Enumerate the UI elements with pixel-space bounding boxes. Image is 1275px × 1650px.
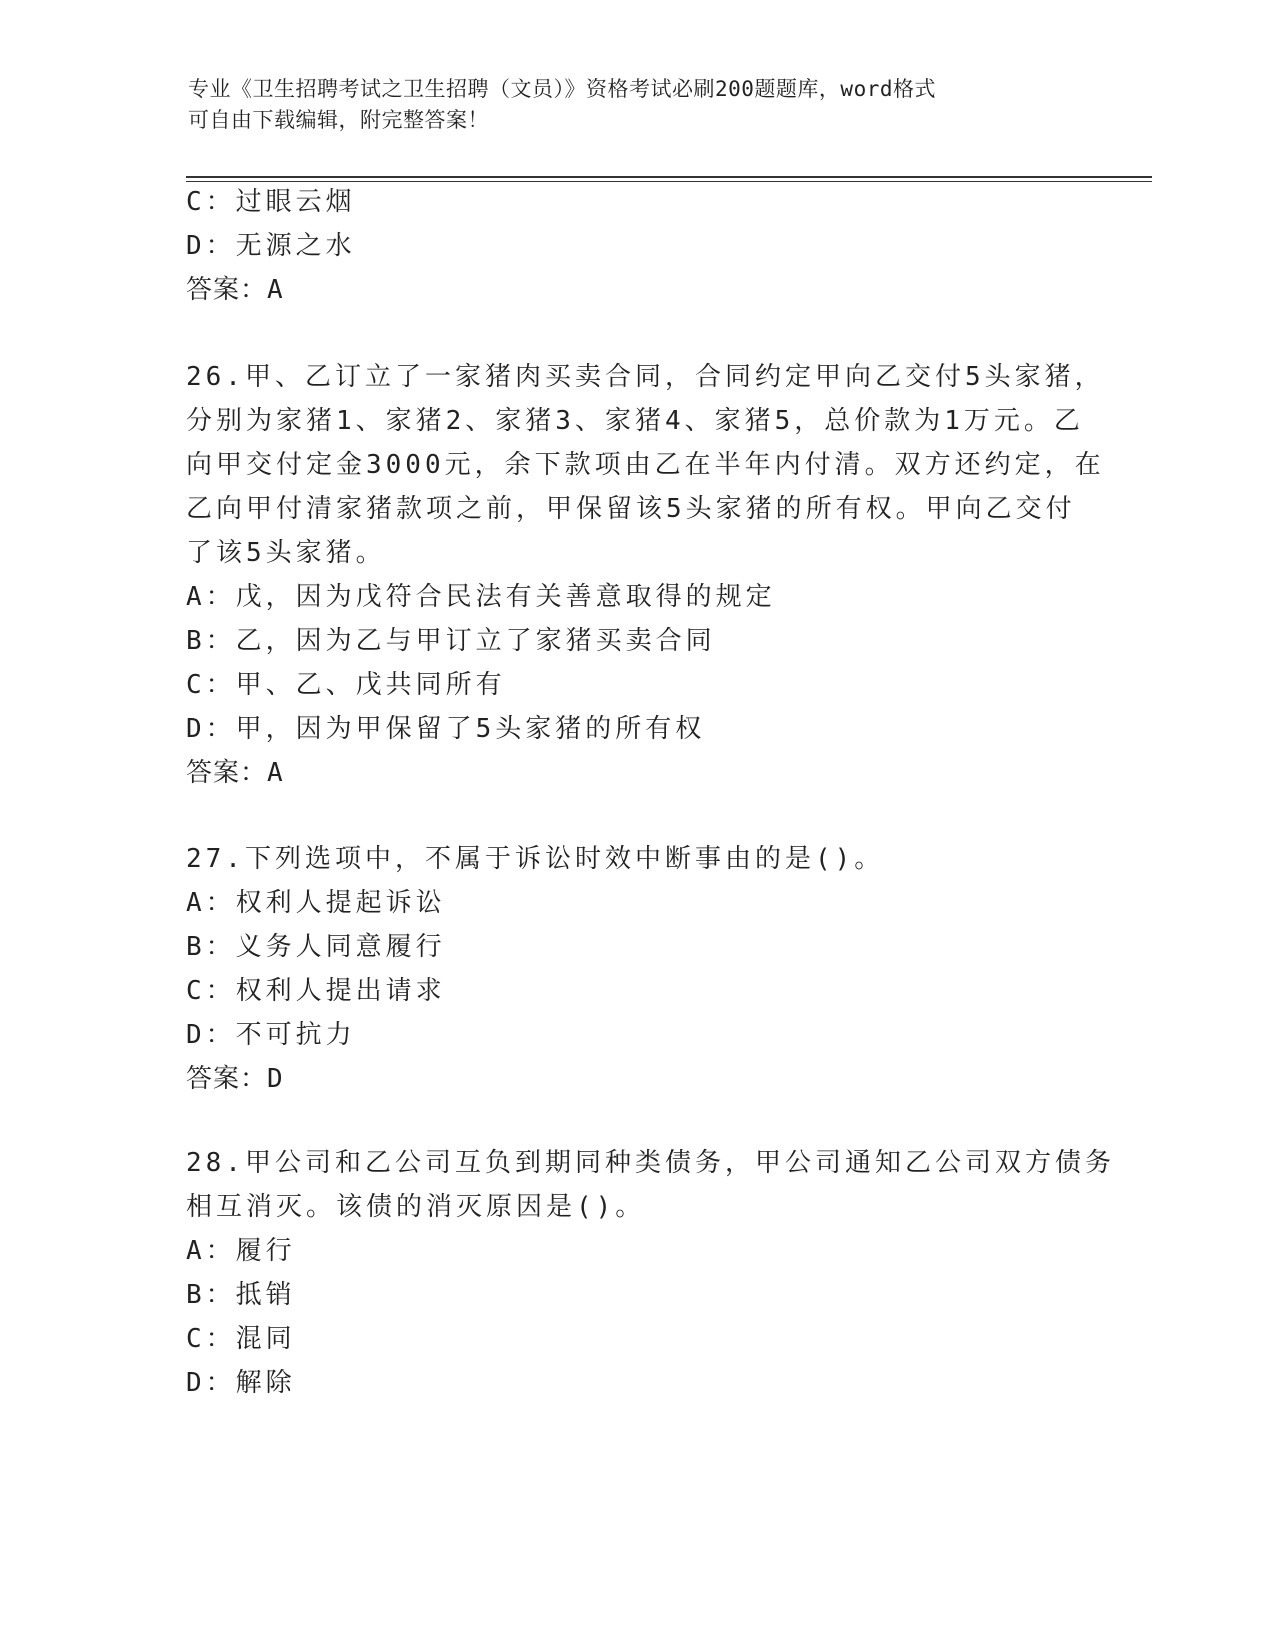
q27-option-d: D：不可抗力 xyxy=(186,1020,356,1050)
q26-stem-line-3: 向甲交付定金3000元，余下款项由乙在半年内付清。双方还约定，在 xyxy=(186,450,1105,480)
q26-answer: 答案：A xyxy=(186,758,284,788)
q26-stem-line-4: 乙向甲付清家猪款项之前，甲保留该5头家猪的所有权。甲向乙交付 xyxy=(186,494,1076,524)
q27-option-c: C：权利人提出请求 xyxy=(186,976,446,1006)
q26-option-b: B：乙，因为乙与甲订立了家猪买卖合同 xyxy=(186,626,716,656)
prev-option-d: D：无源之水 xyxy=(186,231,356,261)
q26-stem-line-5: 了该5头家猪。 xyxy=(186,538,386,568)
q26-option-c: C：甲、乙、戊共同所有 xyxy=(186,670,506,700)
document-header xyxy=(188,74,1068,136)
header-line-2: 可自由下载编辑，附完整答案！ xyxy=(188,108,489,132)
q28-option-c: C：混同 xyxy=(186,1324,296,1354)
prev-answer: 答案：A xyxy=(186,275,284,305)
q26-option-d: D：甲，因为甲保留了5头家猪的所有权 xyxy=(186,714,706,744)
q28-stem-line-1: 28.甲公司和乙公司互负到期同种类债务，甲公司通知乙公司双方债务 xyxy=(186,1148,1115,1178)
q26-stem-line-1: 26.甲、乙订立了一家猪肉买卖合同，合同约定甲向乙交付5头家猪， xyxy=(186,362,1105,392)
q28-stem-line-2: 相互消灭。该债的消灭原因是()。 xyxy=(186,1192,646,1222)
q26-stem-line-2: 分别为家猪1、家猪2、家猪3、家猪4、家猪5，总价款为1万元。乙 xyxy=(186,406,1084,436)
prev-option-c: C：过眼云烟 xyxy=(186,187,356,217)
q28-option-b: B：抵销 xyxy=(186,1280,296,1310)
q28-option-d: D：解除 xyxy=(186,1368,296,1398)
q27-option-a: A：权利人提起诉讼 xyxy=(186,888,446,918)
q27-answer: 答案：D xyxy=(186,1064,284,1094)
q28-option-a: A：履行 xyxy=(186,1236,296,1266)
q27-option-b: B：义务人同意履行 xyxy=(186,932,446,962)
q27-stem-line-1: 27.下列选项中，不属于诉讼时效中断事由的是()。 xyxy=(186,844,885,874)
header-divider-thick xyxy=(186,176,1152,178)
header-line-1: 专业《卫生招聘考试之卫生招聘（文员）》资格考试必刷200题题库，word格式 xyxy=(188,77,936,101)
q26-option-a: A：戊，因为戊符合民法有关善意取得的规定 xyxy=(186,582,776,612)
header-divider-thin xyxy=(186,181,1152,182)
